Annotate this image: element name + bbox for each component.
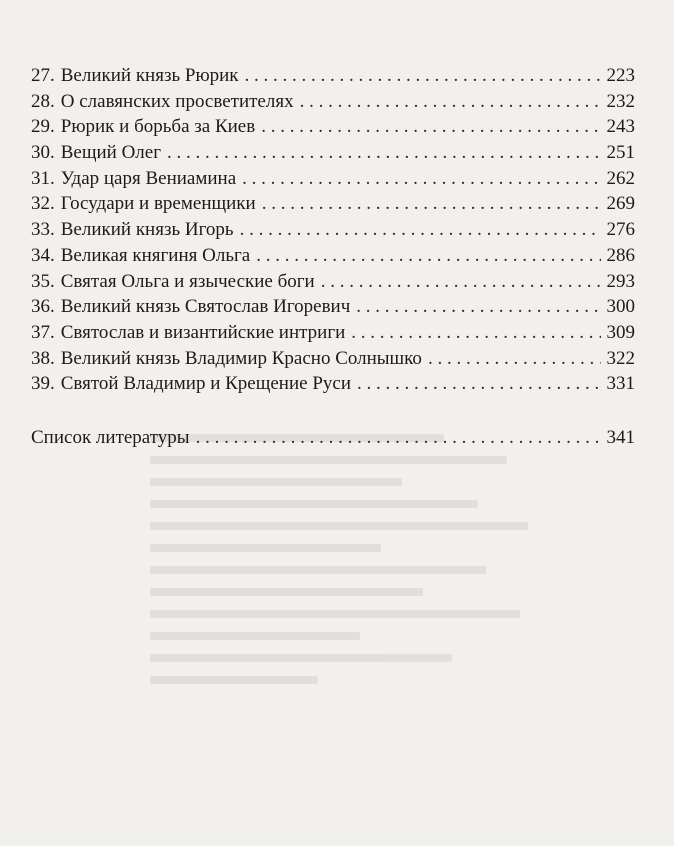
chapter-number: 30. (31, 142, 55, 164)
page-number: 269 (606, 193, 635, 215)
toc-entry (31, 371, 635, 397)
table-of-contents (31, 63, 635, 451)
page-number: 232 (606, 90, 635, 112)
page-number: 251 (606, 142, 635, 164)
toc-entry (31, 63, 635, 89)
toc-entry (31, 217, 635, 243)
chapter-number: 28. (31, 90, 55, 112)
toc-entry-bibliography (31, 425, 635, 451)
chapter-title: Святой Владимир и Крещение Руси (60, 373, 351, 395)
toc-entry (31, 269, 635, 295)
toc-entry (31, 320, 635, 346)
chapter-number: 36. (31, 296, 55, 318)
chapter-number: 27. (31, 65, 55, 86)
toc-entry (31, 166, 635, 192)
dot-leader (351, 320, 600, 346)
bibliography-title: Список литературы (31, 426, 190, 448)
page-number: 331 (606, 373, 635, 395)
toc-entry (31, 191, 635, 217)
dot-leader (357, 371, 601, 397)
dot-leader (196, 425, 601, 451)
page-number: 276 (606, 219, 635, 241)
page-number: 262 (606, 167, 635, 189)
page-number: 243 (606, 116, 635, 138)
chapter-number: 34. (31, 244, 55, 266)
chapter-number: 32. (31, 193, 55, 215)
chapter-title: Великий князь Игорь (60, 219, 234, 241)
section-spacer (31, 397, 635, 425)
show-through-texture (150, 420, 570, 780)
chapter-title: Вещий Олег (60, 142, 162, 164)
chapter-title: Рюрик и борьба за Киев (60, 116, 256, 138)
dot-leader (242, 166, 600, 192)
toc-entry (31, 114, 635, 140)
chapter-number: 39. (31, 373, 55, 395)
page-number: 341 (606, 426, 635, 448)
chapter-number: 37. (31, 321, 55, 343)
chapter-title: О славянских просветителях (60, 90, 294, 112)
chapter-title: Государи и временщики (60, 193, 256, 215)
dot-leader (321, 269, 601, 295)
toc-entry (31, 294, 635, 320)
chapter-number: 35. (31, 270, 55, 292)
chapter-number: 31. (31, 167, 55, 189)
page-number: 223 (606, 65, 635, 86)
chapter-title: Святая Ольга и языческие боги (60, 270, 315, 292)
page-number: 293 (606, 270, 635, 292)
dot-leader (245, 63, 601, 89)
chapter-number: 38. (31, 347, 55, 369)
toc-entry (31, 346, 635, 372)
chapter-title: Великий князь Рюрик (60, 65, 239, 86)
dot-leader (428, 346, 601, 372)
chapter-number: 29. (31, 116, 55, 138)
dot-leader (300, 89, 601, 115)
dot-leader (262, 191, 601, 217)
page-number: 300 (606, 296, 635, 318)
page-number: 309 (606, 321, 635, 343)
toc-entry (31, 243, 635, 269)
chapter-title: Удар царя Вениамина (60, 167, 237, 189)
dot-leader (167, 140, 600, 166)
page-number: 286 (606, 244, 635, 266)
chapter-title: Великий князь Владимир Красно Солнышко (60, 347, 422, 369)
toc-entry (31, 140, 635, 166)
dot-leader (256, 243, 600, 269)
toc-entry (31, 89, 635, 115)
chapter-title: Святослав и византийские интриги (60, 321, 346, 343)
chapter-number: 33. (31, 219, 55, 241)
chapter-title: Великая княгиня Ольга (60, 244, 251, 266)
page-number: 322 (606, 347, 635, 369)
dot-leader (356, 294, 600, 320)
dot-leader (240, 217, 601, 243)
chapter-title: Великий князь Святослав Игоревич (60, 296, 351, 318)
dot-leader (261, 114, 600, 140)
